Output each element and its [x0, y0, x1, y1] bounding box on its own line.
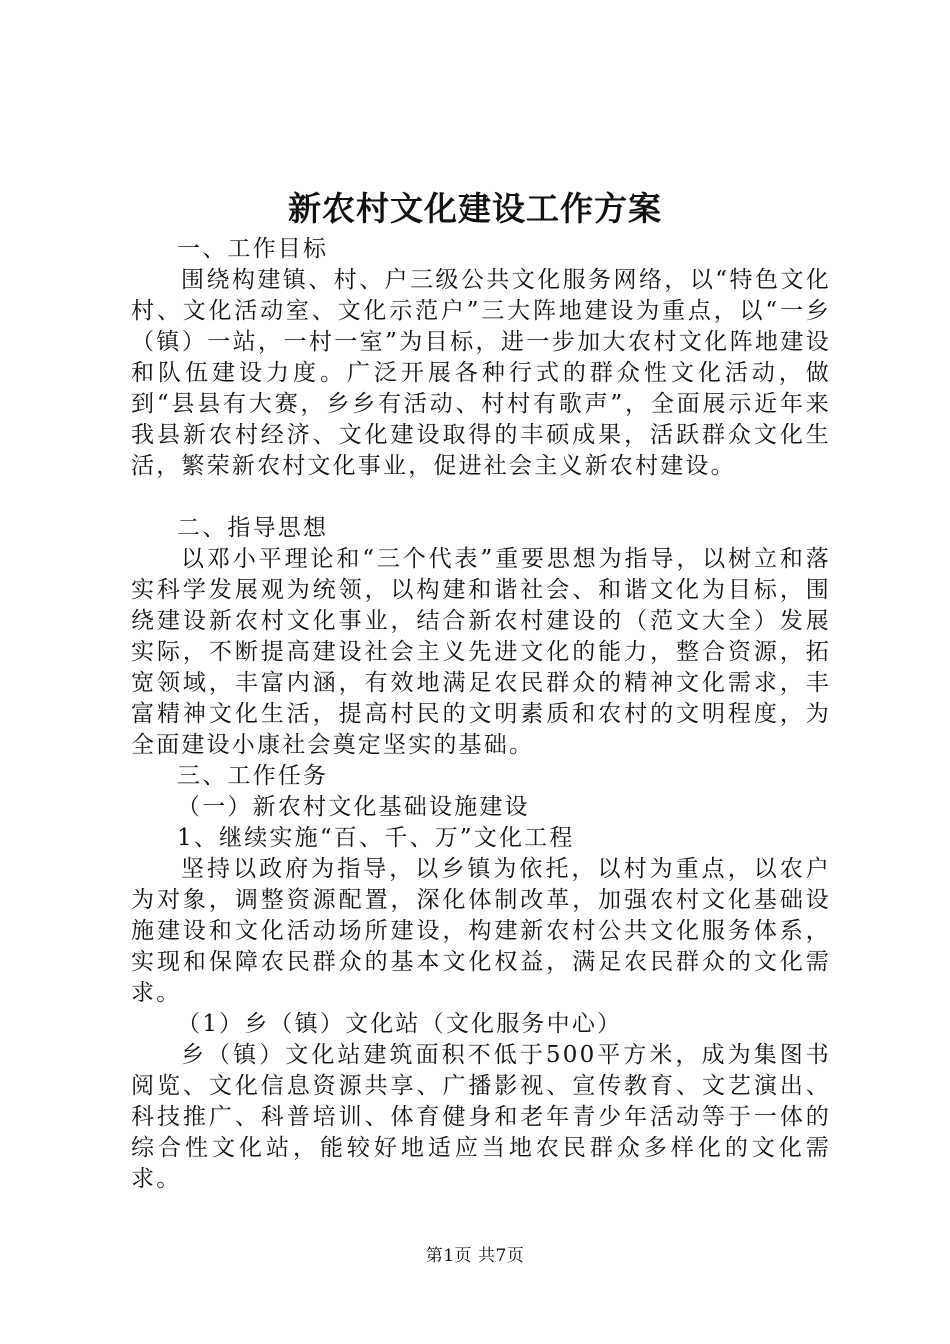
- paragraph-spacer: [131, 482, 831, 513]
- paragraph-goals: 围绕构建镇、村、户三级公共文化服务网络，以“特色文化村、文化活动室、文化示范户”三大阵地建设为重点，以“一乡（镇）一站，一村一室”为目标，进一步加大农村文化阵地建设和队伍建设力度。广泛开展各种行式的群众性文化活动，做到“县县有大赛，乡乡有活动、村村有歌声”，全面展示近年来我县新农村经济、文化建设取得的丰硕成果，活跃群众文化生活，繁荣新农村文化事业，促进社会主义新农村建设。: [131, 267, 831, 479]
- section-heading-guiding-thought: 二、指导思想: [177, 515, 329, 541]
- section-heading-tasks: 三、工作任务: [177, 763, 329, 789]
- subheading-culture-station: （1）乡（镇）文化站（文化服务中心）: [177, 1011, 623, 1037]
- page-number-footer: 第1页 共7页: [425, 1246, 525, 1266]
- paragraph-culture-station: 乡（镇）文化站建筑面积不低于500平方米，成为集图书阅览、文化信息资源共享、广播影视、宣传教育、文艺演出、科技推广、科普培训、体育健身和老年青少年活动等于一体的综合性文化站，能较好地适应当地农民群众多样化的文化需求。: [131, 1042, 831, 1192]
- paragraph-guiding-thought: 以邓小平理论和“三个代表”重要思想为指导，以树立和落实科学发展观为统领，以构建和谐社会、和谐文化为目标，围绕建设新农村文化事业，结合新农村建设的（范文大全）发展实际，不断提高建设社会主义先进文化的能力，整合资源，拓宽领域，丰富内涵，有效地满足农民群众的精神文化需求，丰富精神文化生活，提高村民的文明素质和农村的文明程度，为全面建设小康社会奠定坚实的基础。: [131, 546, 831, 758]
- subheading-culture-project: 1、继续实施“百、千、万”文化工程: [177, 825, 575, 851]
- paragraph-culture-project: 坚持以政府为指导，以乡镇为依托，以村为重点，以农户为对象，调整资源配置，深化体制改革，加强农村文化基础设施建设和文化活动场所建设，构建新农村公共文化服务体系，实现和保障农民群众的基本文化权益，满足农民群众的文化需求。: [131, 856, 831, 1006]
- section-heading-goals: 一、工作目标: [177, 236, 329, 262]
- subheading-infrastructure: （一）新农村文化基础设施建设: [177, 794, 530, 820]
- document-title: 新农村文化建设工作方案: [288, 189, 662, 228]
- document-body: [131, 234, 831, 1195]
